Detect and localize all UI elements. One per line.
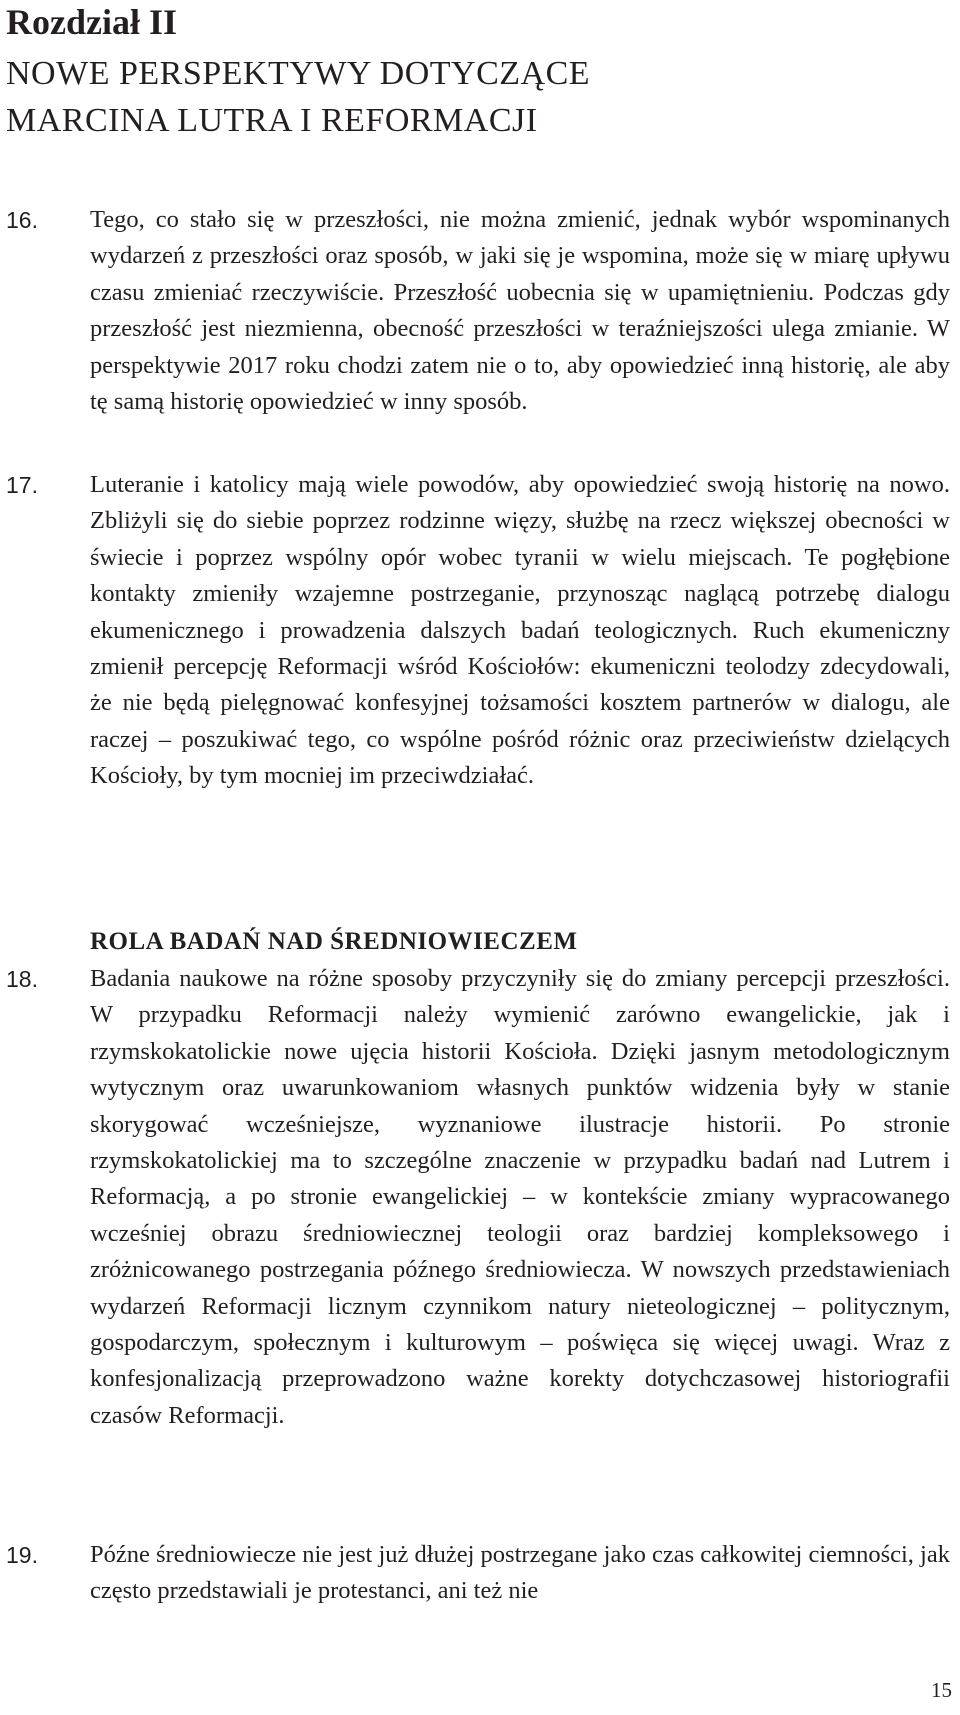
page-number: 15 <box>931 1678 952 1702</box>
chapter-label: Rozdział II <box>6 2 177 42</box>
chapter-title <box>6 50 590 144</box>
chapter-title-line-1: NOWE PERSPEKTYWY DOTYCZĄCE <box>6 55 591 92</box>
paragraph-number: 19. <box>6 1542 38 1568</box>
paragraph-number: 18. <box>6 966 38 992</box>
section-heading: ROLA BADAŃ NAD ŚREDNIOWIECZEM <box>90 928 578 955</box>
chapter-title-line-2: MARCINA LUTRA I REFORMACJI <box>6 102 538 139</box>
paragraph-text: Tego, co stało się w przeszłości, nie można zmienić, jednak wybór wspominanych wydarzeń z przeszłości oraz sposób, w jaki się je wspomina, może się w miarę upływu czasu zmieniać rzeczywiście. Przeszłość uobecnia się w upamiętnieniu. Podczas gdy przeszłość jest niezmienna, obecność przeszłości w teraźniejszości ulega zmianie. W perspektywie 2017 roku chodzi zatem nie o to, aby opowiedzieć inną historię, ale aby tę samą historię opowiedzieć w inny sposób. <box>90 206 950 416</box>
paragraph-text: Późne średniowiecze nie jest już dłużej postrzegane jako czas całkowitej ciemności, jak często przedstawiali je protestanci, ani też nie <box>90 1541 950 1605</box>
paragraph-number: 17. <box>6 472 38 498</box>
paragraph-text: Badania naukowe na różne sposoby przyczyniły się do zmiany percepcji przeszłości. W przypadku Reformacji należy wymienić zarówno ewangelickie, jak i rzymskokatolickie nowe ujęcia historii Kościoła. Dzięki jasnym metodologicznym wytycznym oraz uwarunkowaniom własnych punktów widzenia były w stanie skorygować wcześniejsze, wyznaniowe ilustracje historii. Po stronie rzymskokatolickiej ma to szczególne znaczenie w przypadku badań nad Lutrem i Reformacją, a po stronie ewangelickiej – w kontekście zmiany wypracowanego wcześniej obrazu średniowiecznej teologii oraz bardziej kompleksowego i zróżnicowanego postrzegania późnego średniowiecza. W nowszych przedstawieniach wydarzeń Reformacji licznym czynnikom natury nieteologicznej – politycznym, gospodarczym, społecznym i kulturowym – poświęca się więcej uwagi. Wraz z konfesjonalizacją przeprowadzono ważne korekty dotychczasowej historiografii czasów Reformacji. <box>90 965 950 1429</box>
paragraph-number: 16. <box>6 207 38 233</box>
paragraph-text: Luteranie i katolicy mają wiele powodów, aby opowiedzieć swoją historię na nowo. Zbliżyli się do siebie poprzez rodzinne więzy, służbę na rzecz większej obecności w świecie i poprzez wspólny opór wobec tyranii w wielu miejscach. Te pogłębione kontakty zmieniły wzajemne postrzeganie, przynosząc naglącą potrzebę dialogu ekumenicznego i prowadzenia dalszych badań teologicznych. Ruch ekumeniczny zmienił percepcję Reformacji wśród Kościołów: ekumeniczni teolodzy zdecydowali, że nie będą pielęgnować konfesyjnej tożsamości kosztem partnerów w dialogu, ale raczej – poszukiwać tego, co wspólne pośród różnic oraz przeciwieństw dzielących Kościoły, by tym mocniej im przeciwdziałać. <box>90 471 950 790</box>
